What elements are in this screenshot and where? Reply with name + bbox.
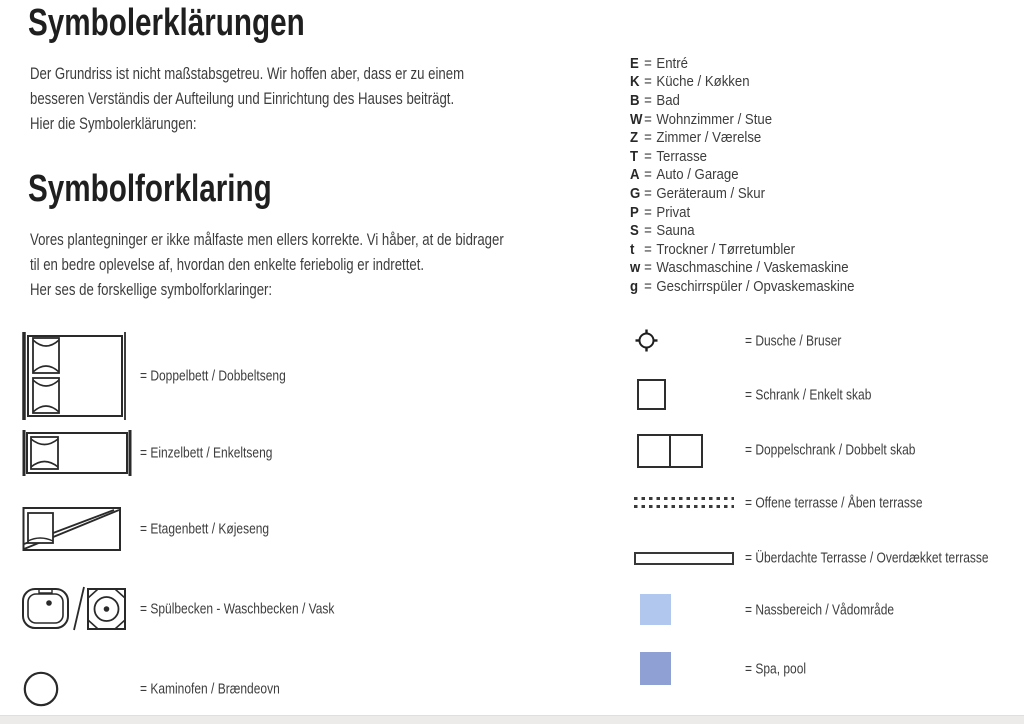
abbr-letter: G bbox=[630, 184, 641, 202]
legend-row-double-bed bbox=[22, 332, 622, 420]
abbr-letter: g bbox=[630, 277, 639, 295]
text-line: Vores plantegninger er ikke målfaste men ellers korrekte. Vi håber, at de bidrager bbox=[30, 231, 504, 249]
abbreviation-row bbox=[630, 73, 854, 92]
abbr-letter: S bbox=[630, 222, 639, 240]
abbreviation-row bbox=[630, 166, 854, 185]
abbreviation-row bbox=[630, 54, 854, 73]
abbreviation-row bbox=[630, 259, 854, 278]
legend-label: = Spülbecken - Waschbecken / Vask bbox=[140, 600, 335, 618]
legend-row-wood-stove bbox=[22, 671, 622, 707]
abbreviation-row bbox=[630, 240, 854, 259]
page-title-danish: Symbolforklaring bbox=[28, 168, 272, 210]
equals-sign: = bbox=[644, 110, 652, 128]
abbr-meaning: Zimmer / Værelse bbox=[656, 129, 762, 147]
abbr-letter: P bbox=[630, 203, 639, 221]
legend-label: = Nassbereich / Vådområde bbox=[745, 601, 895, 618]
sink-washbasin-icon bbox=[22, 584, 127, 634]
legend-label: = Einzelbett / Enkeltseng bbox=[140, 444, 273, 462]
abbreviation-row bbox=[630, 147, 854, 166]
legend-label: = Doppelbett / Dobbeltseng bbox=[140, 367, 286, 385]
page-bottom-edge bbox=[0, 715, 1024, 724]
cabinet-cell bbox=[669, 434, 703, 468]
legend-row-single-cabinet bbox=[634, 379, 1024, 410]
equals-sign: = bbox=[644, 147, 652, 165]
legend-label: = Spa, pool bbox=[745, 660, 807, 677]
spa-pool-icon bbox=[640, 652, 671, 685]
abbr-meaning: Privat bbox=[656, 203, 691, 221]
wood-stove-icon bbox=[22, 671, 60, 707]
equals-sign: = bbox=[644, 240, 652, 258]
covered-terrace-icon bbox=[634, 552, 734, 565]
legend-label: = Etagenbett / Køjeseng bbox=[140, 520, 270, 538]
abbr-meaning: Wohnzimmer / Stue bbox=[656, 110, 773, 128]
abbr-letter: Z bbox=[630, 129, 639, 147]
abbr-meaning: Sauna bbox=[656, 222, 695, 240]
abbr-letter: W bbox=[630, 110, 643, 128]
cabinet-cell bbox=[637, 434, 671, 468]
legend-label: = Offene terrasse / Åben terrasse bbox=[745, 494, 923, 512]
legend-row-single-bed bbox=[22, 430, 622, 476]
abbr-meaning: Küche / Køkken bbox=[656, 73, 750, 91]
abbr-meaning: Waschmaschine / Vaskemaskine bbox=[656, 259, 849, 277]
abbreviation-row bbox=[630, 184, 854, 203]
abbr-letter: E bbox=[630, 54, 639, 72]
open-terrace-icon bbox=[634, 497, 734, 508]
legend-label: = Doppelschrank / Dobbelt skab bbox=[745, 441, 916, 458]
text-line: Hier die Symbolerklärungen: bbox=[30, 115, 197, 133]
abbr-meaning: Bad bbox=[656, 91, 680, 109]
dotted-line bbox=[634, 505, 734, 508]
bunk-bed-icon bbox=[22, 506, 122, 552]
legend-row-spa-pool bbox=[634, 652, 1024, 685]
equals-sign: = bbox=[644, 166, 652, 184]
abbreviation-row bbox=[630, 91, 854, 110]
legend-row-open-terrace bbox=[634, 494, 1024, 512]
abbr-letter: t bbox=[630, 240, 635, 258]
equals-sign: = bbox=[644, 54, 652, 72]
legend-row-bunk-bed bbox=[22, 506, 622, 552]
double-cabinet-icon bbox=[637, 434, 703, 468]
legend-row-sink bbox=[22, 584, 622, 634]
abbreviation-row bbox=[630, 110, 854, 129]
text-line: til en bedre oplevelse af, hvordan den enkelte feriebolig er indrettet. bbox=[30, 256, 425, 274]
abbreviation-row bbox=[630, 277, 854, 296]
abbr-letter: B bbox=[630, 91, 640, 109]
text-line: Her ses de forskellige symbolforklaringer: bbox=[30, 281, 273, 299]
danish-intro-paragraph bbox=[30, 228, 622, 303]
equals-sign: = bbox=[644, 184, 652, 202]
legend-label: = Dusche / Bruser bbox=[745, 332, 842, 349]
abbr-letter: A bbox=[630, 166, 640, 184]
single-cabinet-icon bbox=[637, 379, 666, 410]
equals-sign: = bbox=[644, 203, 652, 221]
single-bed-icon bbox=[22, 430, 132, 476]
legend-row-double-cabinet bbox=[634, 434, 1024, 465]
legend-label: = Kaminofen / Brændeovn bbox=[140, 680, 280, 698]
legend-row-covered-terrace bbox=[634, 550, 1024, 566]
double-bed-icon bbox=[22, 332, 127, 420]
shower-icon bbox=[634, 328, 659, 353]
equals-sign: = bbox=[644, 73, 652, 91]
legend-label: = Schrank / Enkelt skab bbox=[745, 386, 872, 403]
abbr-meaning: Terrasse bbox=[656, 147, 708, 165]
abbreviation-row bbox=[630, 203, 854, 222]
wet-area-icon bbox=[640, 594, 671, 625]
page-title-german: Symbolerklärungen bbox=[28, 2, 305, 44]
legend-row-shower bbox=[634, 328, 1024, 353]
text-line: Der Grundriss ist nicht maßstabsgetreu. Wir hoffen aber, dass er zu einem bbox=[30, 65, 465, 83]
abbr-meaning: Auto / Garage bbox=[656, 166, 739, 184]
abbr-letter: K bbox=[630, 73, 640, 91]
equals-sign: = bbox=[644, 259, 652, 277]
abbreviation-row bbox=[630, 128, 854, 147]
text-line: besseren Verständis der Aufteilung und Einrichtung des Hauses beiträgt. bbox=[30, 90, 455, 108]
abbr-meaning: Geräteraum / Skur bbox=[656, 184, 765, 202]
german-intro-paragraph bbox=[30, 62, 573, 137]
equals-sign: = bbox=[644, 222, 652, 240]
abbr-meaning: Trockner / Tørretumbler bbox=[656, 240, 796, 258]
equals-sign: = bbox=[644, 277, 652, 295]
abbreviation-row bbox=[630, 221, 854, 240]
abbr-meaning: Geschirrspüler / Opvaskemaskine bbox=[656, 277, 855, 295]
dotted-line bbox=[634, 497, 734, 500]
legend-row-wet-area bbox=[634, 594, 1024, 625]
abbr-letter: w bbox=[630, 259, 641, 277]
equals-sign: = bbox=[644, 129, 652, 147]
abbr-letter: T bbox=[630, 147, 639, 165]
abbr-meaning: Entré bbox=[656, 54, 688, 72]
equals-sign: = bbox=[644, 91, 652, 109]
legend-label: = Überdachte Terrasse / Overdækket terrasse bbox=[745, 549, 989, 567]
abbreviation-list bbox=[630, 54, 854, 296]
